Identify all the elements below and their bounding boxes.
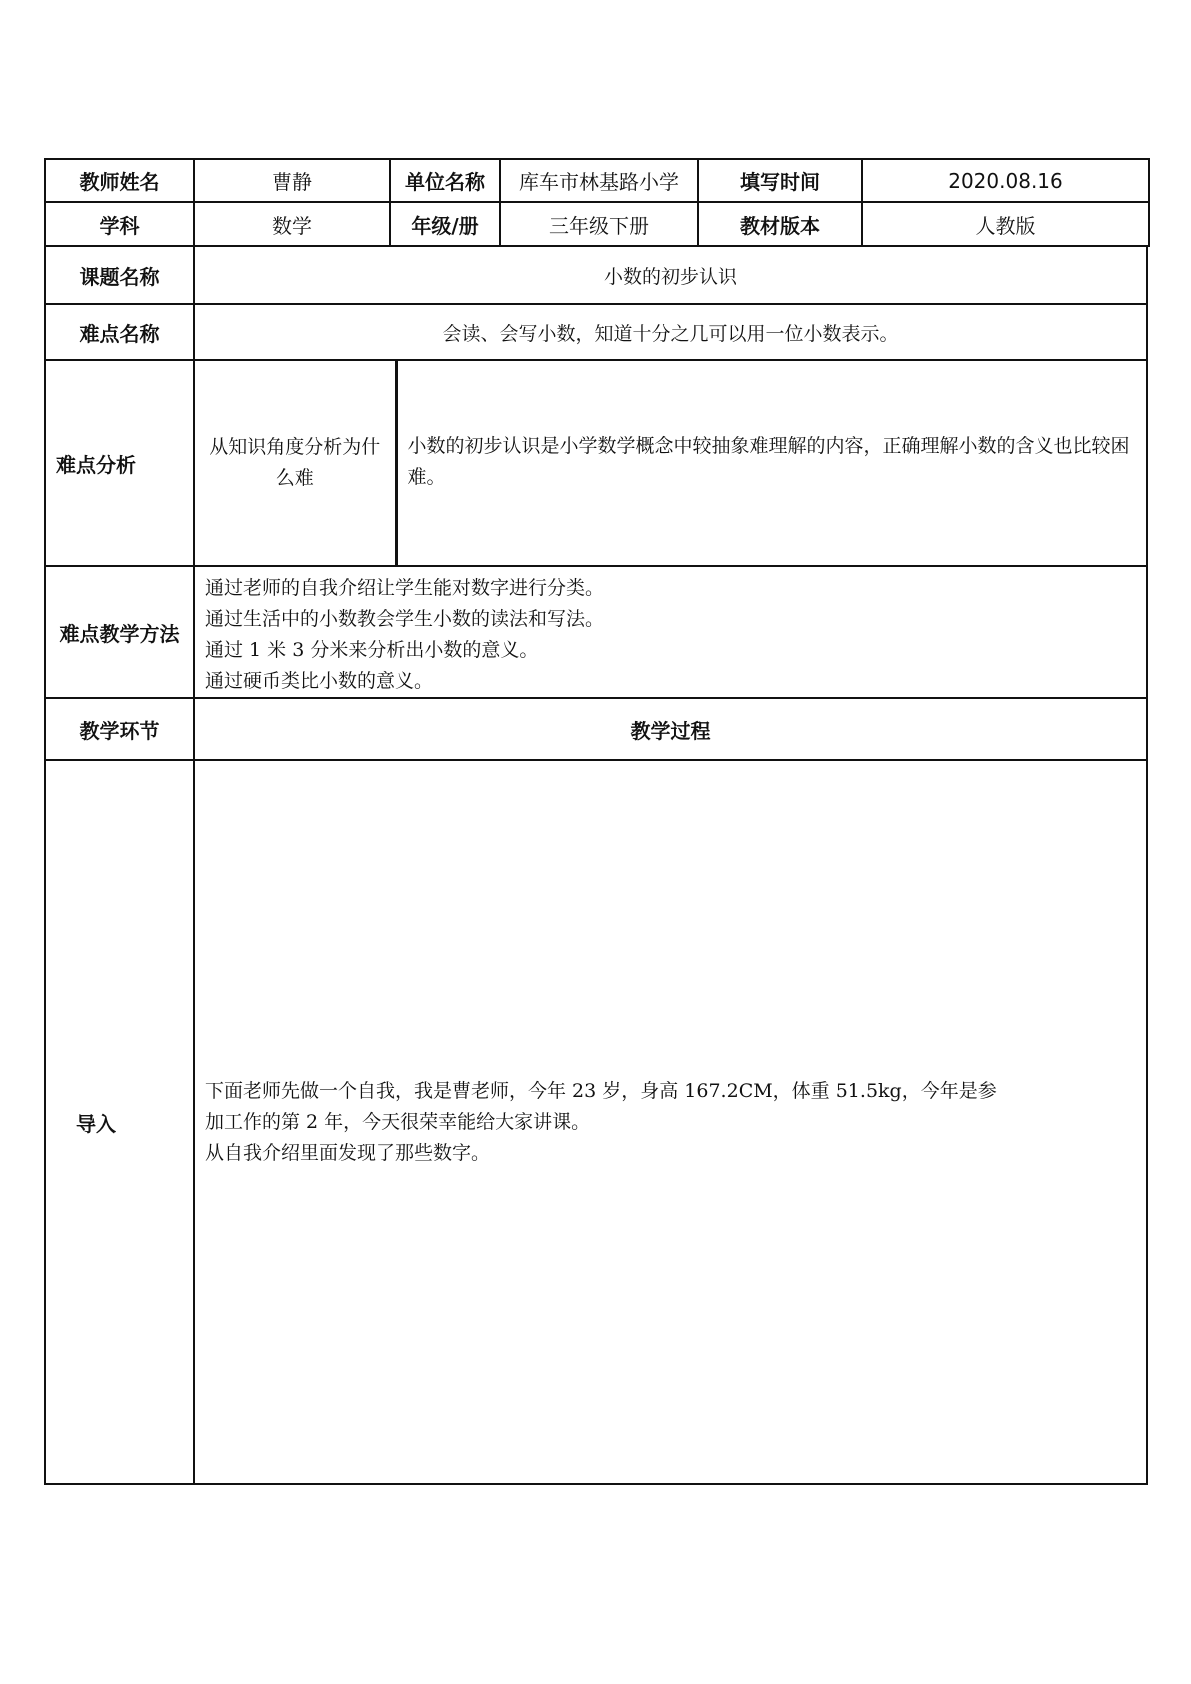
subject-label: 学科 <box>45 202 194 246</box>
fill-date-label: 填写时间 <box>698 159 862 202</box>
intro-line: 从自我介绍里面发现了那些数字。 <box>205 1141 491 1164</box>
fill-date-value: 2020.08.16 <box>862 159 1149 202</box>
intro-label: 导入 <box>45 760 194 1484</box>
method-line: 通过硬币类比小数的意义。 <box>205 670 434 692</box>
grade-value: 三年级下册 <box>500 202 698 246</box>
intro-line: 加工作的第 2 年，今天很荣幸能给大家讲课。 <box>205 1110 591 1133</box>
process-header-label: 教学过程 <box>194 698 1147 760</box>
method-line: 通过生活中的小数教会学生小数的读法和写法。 <box>205 608 605 630</box>
lesson-plan-form <box>44 158 1148 1485</box>
header-table <box>44 158 1150 247</box>
analysis-label: 难点分析 <box>45 360 194 566</box>
method-lines <box>194 566 1147 698</box>
method-label: 难点教学方法 <box>45 566 194 698</box>
edition-label: 教材版本 <box>698 202 862 246</box>
unit-name-label: 单位名称 <box>390 159 500 202</box>
difficulty-label: 难点名称 <box>45 304 194 360</box>
intro-text <box>194 760 1147 1484</box>
edition-value: 人教版 <box>862 202 1149 246</box>
grade-label: 年级/册 <box>390 202 500 246</box>
analysis-text: 小数的初步认识是小学数学概念中较抽象难理解的内容，正确理解小数的含义也比较困难。 <box>396 360 1147 566</box>
method-line: 通过老师的自我介绍让学生能对数字进行分类。 <box>205 577 605 599</box>
method-line: 通过 1 米 3 分米来分析出小数的意义。 <box>205 639 539 661</box>
subject-value: 数学 <box>194 202 390 246</box>
topic-value: 小数的初步认识 <box>194 246 1147 304</box>
intro-line: 下面老师先做一个自我，我是曹老师，今年 23 岁，身高 167.2CM，体重 51.5kg，今年是参 <box>205 1079 997 1102</box>
process-table <box>44 697 1148 1485</box>
stage-header-label: 教学环节 <box>45 698 194 760</box>
difficulty-value: 会读、会写小数，知道十分之几可以用一位小数表示。 <box>194 304 1147 360</box>
teacher-name-value: 曹静 <box>194 159 390 202</box>
topic-label: 课题名称 <box>45 246 194 304</box>
teacher-name-label: 教师姓名 <box>45 159 194 202</box>
unit-name-value: 库车市林基路小学 <box>500 159 698 202</box>
analysis-table <box>44 359 1148 567</box>
topic-table <box>44 245 1148 361</box>
method-table <box>44 565 1148 699</box>
analysis-sublabel: 从知识角度分析为什么难 <box>194 360 396 566</box>
